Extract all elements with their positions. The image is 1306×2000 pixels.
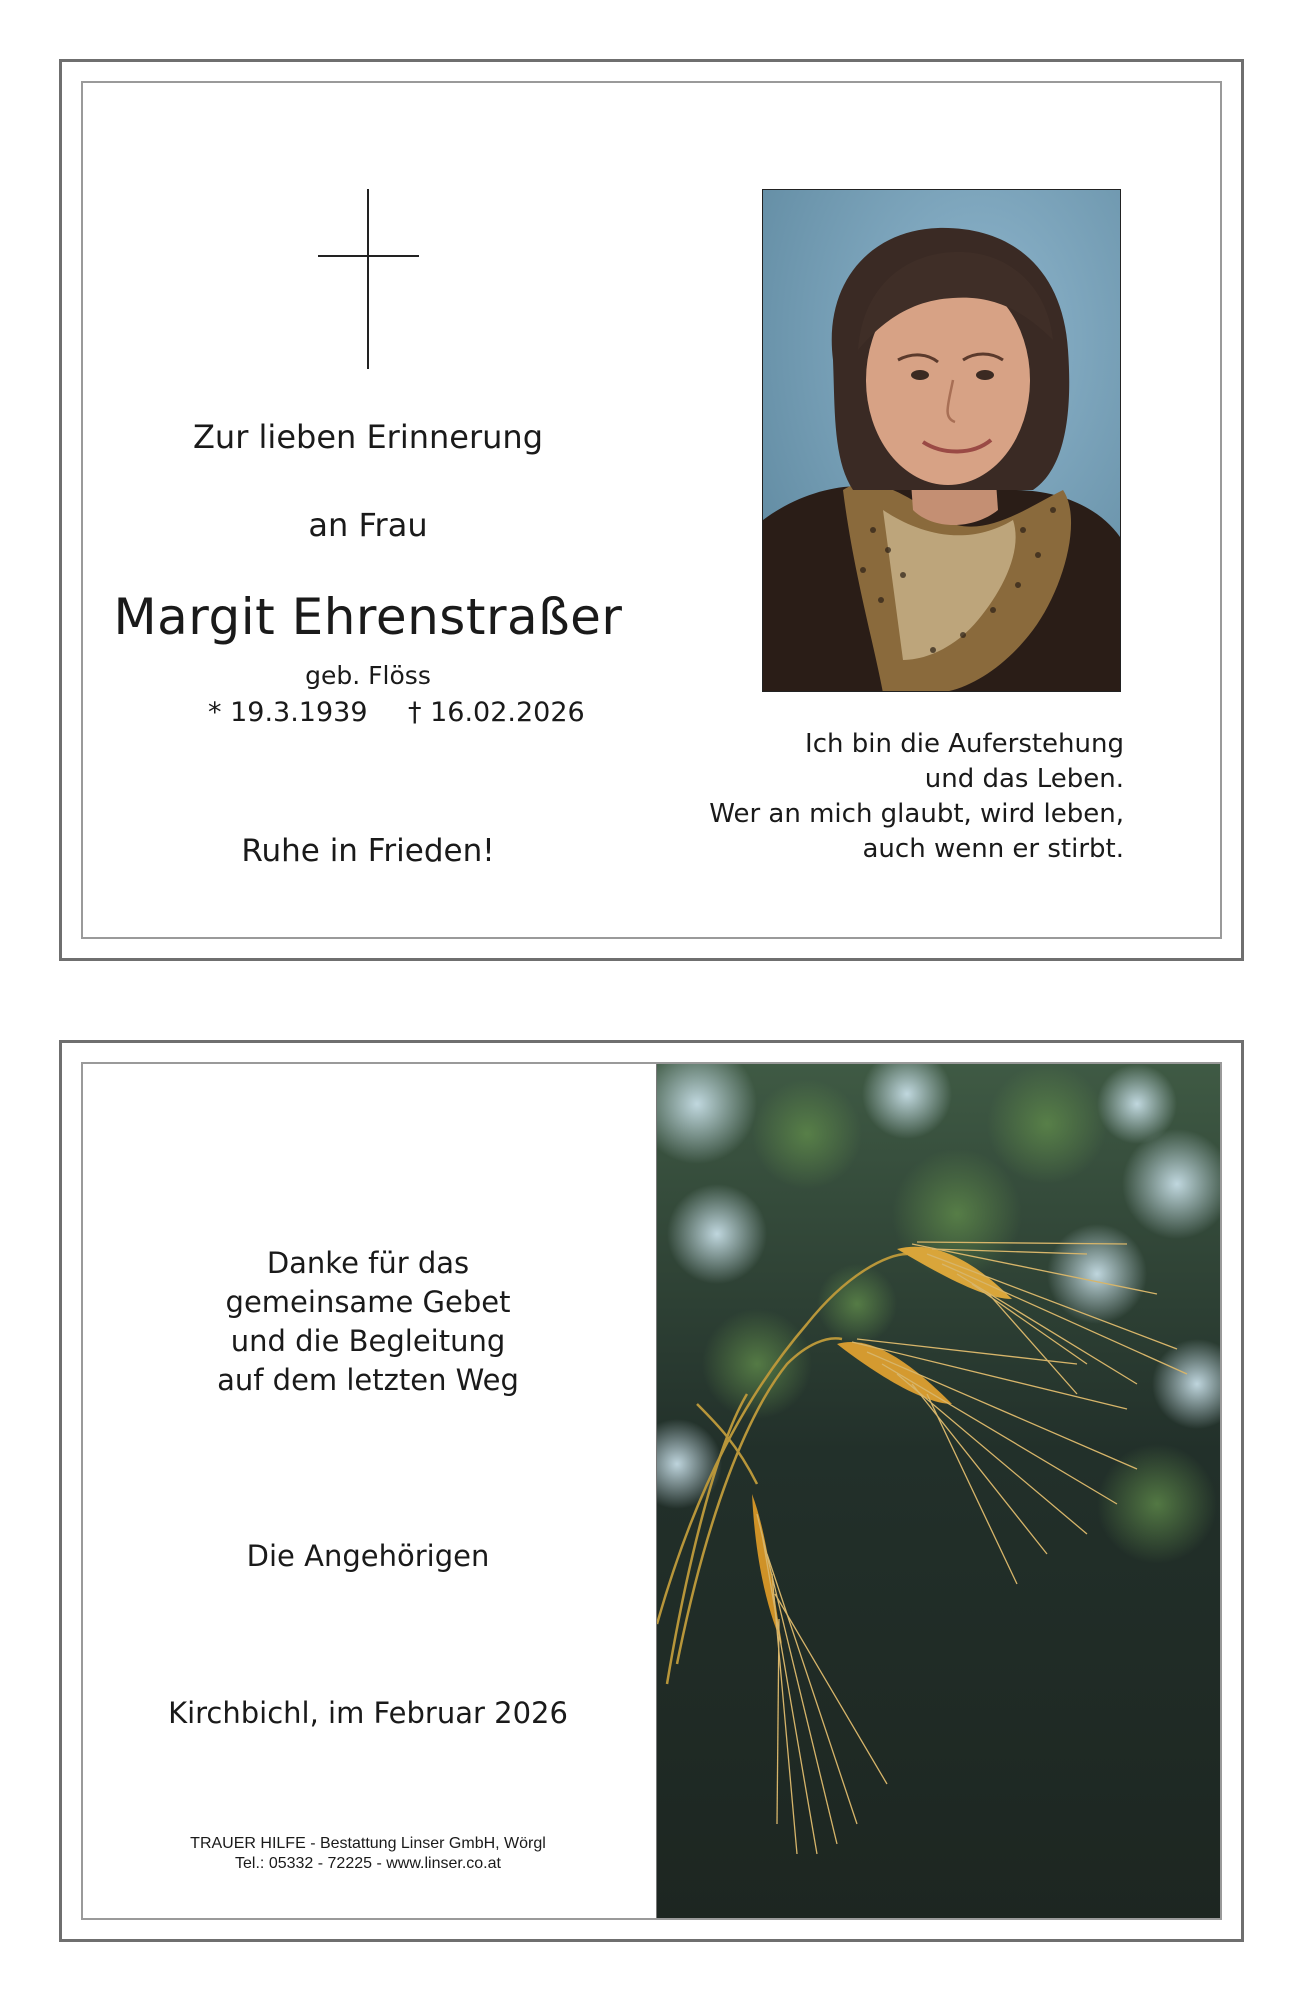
thanks-line: und die Begleitung bbox=[230, 1324, 506, 1358]
thanks-text bbox=[143, 1244, 593, 1400]
funeral-home-footer bbox=[143, 1834, 593, 1874]
remembrance-text: Zur lieben Erinnerung bbox=[193, 418, 543, 456]
footer-line: TRAUER HILFE - Bestattung Linser GmbH, Wörgl bbox=[190, 1835, 546, 1852]
wheat-ears-photo bbox=[656, 1064, 1220, 1918]
bible-verse bbox=[684, 727, 1124, 867]
card-inner-frame bbox=[81, 81, 1222, 939]
deceased-name: Margit Ehrenstraßer bbox=[113, 588, 623, 646]
death-date: † 16.02.2026 bbox=[408, 697, 585, 728]
closing-text: Ruhe in Frieden! bbox=[241, 833, 495, 869]
family-signature: Die Angehörigen bbox=[246, 1539, 490, 1573]
portrait-photo bbox=[762, 189, 1121, 692]
footer-line: Tel.: 05332 - 72225 - www.linser.co.at bbox=[235, 1855, 501, 1872]
place-date: Kirchbichl, im Februar 2026 bbox=[168, 1696, 568, 1730]
thanks-line: Danke für das bbox=[266, 1246, 470, 1280]
verse-line: auch wenn er stirbt. bbox=[862, 834, 1124, 864]
verse-line: Ich bin die Auferstehung bbox=[805, 729, 1124, 759]
birth-date: * 19.3.1939 bbox=[208, 697, 368, 728]
verse-line: und das Leben. bbox=[924, 764, 1124, 794]
card-inner-frame bbox=[81, 1062, 1222, 1920]
memorial-card-front bbox=[59, 59, 1244, 961]
thanks-line: gemeinsame Gebet bbox=[225, 1285, 511, 1319]
maiden-name: geb. Flöss bbox=[305, 661, 431, 690]
verse-line: Wer an mich glaubt, wird leben, bbox=[709, 799, 1124, 829]
salutation-text: an Frau bbox=[308, 506, 428, 544]
thanks-line: auf dem letzten Weg bbox=[217, 1363, 519, 1397]
memorial-card-back bbox=[59, 1040, 1244, 1942]
